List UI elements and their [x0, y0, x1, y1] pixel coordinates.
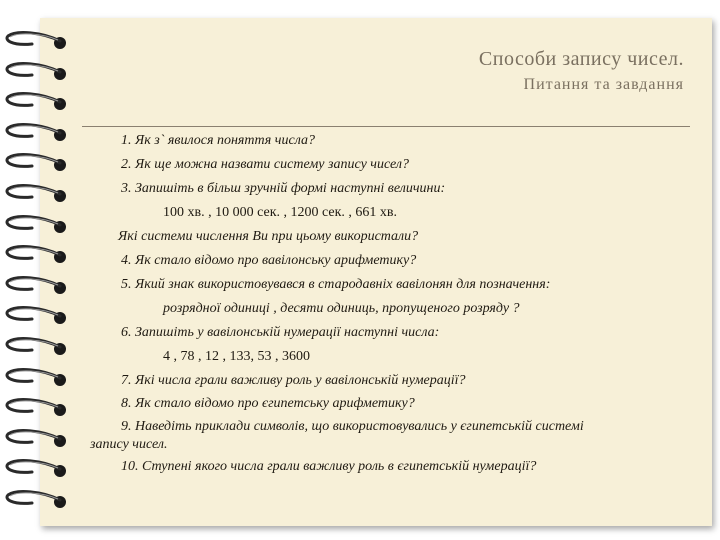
spiral-ring [2, 91, 74, 113]
slide-subtitle: Питання та завдання [523, 76, 684, 93]
question-6: 6. Запишіть у вавілонській нумерації наступні числа: [121, 325, 440, 340]
numbers-line: 4 , 78 , 12 , 133, 53 , 3600 [163, 349, 310, 364]
question-1: 1. Як з` явилося поняття числа? [121, 133, 315, 148]
spiral-ring [2, 458, 74, 480]
values-line: 100 хв. , 10 000 сек. , 1200 сек. , 661 хв. [163, 205, 398, 220]
spiral-ring [2, 397, 74, 419]
title-divider [82, 126, 690, 127]
question-7: 7. Які числа грали важливу роль у вавілонській нумерації? [121, 373, 466, 388]
spiral-ring [2, 305, 74, 327]
spiral-ring [2, 367, 74, 389]
spiral-binding [0, 0, 80, 540]
spiral-ring [2, 152, 74, 174]
question-8: 8. Як стало відомо про єгипетську арифметику? [121, 396, 415, 411]
question-9-continued: запису чисел. [90, 437, 168, 452]
question-3: 3. Запишіть в більш зручній формі наступні величини: [121, 181, 446, 196]
slide-title: Способи запису чисел. [478, 48, 684, 70]
spiral-ring [2, 214, 74, 236]
spiral-ring [2, 244, 74, 266]
spiral-ring [2, 122, 74, 144]
question-10: 10. Ступені якого числа грали важливу роль в єгипетській нумерації? [121, 459, 537, 474]
spiral-ring [2, 183, 74, 205]
question-9: 9. Наведіть приклади символів, що використовувались у єгипетській системі [121, 419, 584, 434]
question-5: 5. Який знак використовувався в стародавніх вавілонян для позначення: [121, 277, 551, 292]
spiral-ring [2, 61, 74, 83]
spiral-ring [2, 428, 74, 450]
question-4: 4. Як стало відомо про вавілонську арифметику? [121, 253, 417, 268]
spiral-ring [2, 275, 74, 297]
spiral-ring [2, 489, 74, 511]
question-5-continued: розрядної одиниці , десяти одиниць, пропущеного розряду ? [163, 301, 520, 316]
spiral-ring [2, 336, 74, 358]
spiral-ring [2, 30, 74, 52]
question-2: 2. Як ще можна назвати систему запису чисел? [121, 157, 409, 172]
question-3-followup: Які системи числення Ви при цьому використали? [118, 229, 419, 244]
